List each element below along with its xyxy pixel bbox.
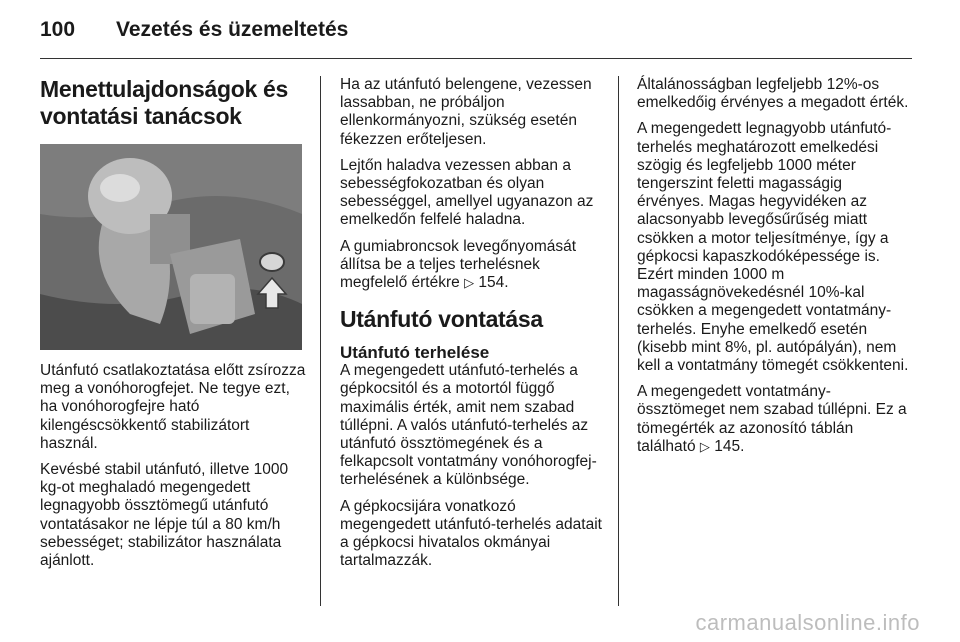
paragraph: A megengedett utánfutó-terhelés a gépkocsitól és a motortól függő maximális érték, amit nem szabad túllépni. A valós utánfutó-terhelés az utánfutó össztömegének és a felkapcsolt vontatmány vonóhorogfej-terhelésének a különbsége.	[340, 362, 597, 489]
paragraph-text: A gumiabroncsok levegőnyomását állítsa be a teljes terhelésnek megfelelő értékre	[340, 237, 577, 292]
column-divider	[320, 76, 321, 606]
section-heading: Utánfutó vontatása	[340, 306, 543, 333]
paragraph: A gépkocsijára vonatkozó megengedett utánfutó-terhelés adatait a gépkocsi hivatalos okmányai tartalmazzák.	[340, 497, 602, 570]
page-number: 100	[40, 18, 76, 41]
column-divider	[618, 76, 619, 606]
paragraph: Kevésbé stabil utánfutó, illetve 1000 kg-ot meghaladó megengedett legnagyobb össztömegű utánfutó vontatásakor ne lépje túl a 80 km/h sebességet; stabilizátor használata ajánlott.	[40, 461, 289, 570]
paragraph: Lejtőn haladva vezessen abban a sebességfokozatban és olyan sebességgel, amellyel ugyanazon az emelkedőn felfelé haladna.	[340, 156, 594, 229]
page-reference[interactable]: 154.	[478, 274, 509, 292]
column-2	[340, 76, 608, 578]
arrow-reference-icon: ▷	[464, 275, 475, 291]
section-title: Menettulajdonságok és vontatási tanácsok	[40, 76, 289, 129]
paragraph	[340, 238, 608, 293]
tow-hitch-illustration	[40, 144, 302, 350]
column-3	[637, 76, 912, 464]
column-1	[40, 76, 308, 578]
paragraph: Általánosságban legfeljebb 12%-os emelkedőig érvényes a megadott érték.	[637, 76, 909, 112]
tow-hitch-photo	[40, 144, 302, 350]
watermark: carmanualsonline.info	[695, 610, 920, 635]
chapter-title: Vezetés és üzemeltetés	[116, 18, 349, 41]
header-rule	[40, 58, 912, 59]
paragraph	[637, 383, 912, 456]
paragraph: Utánfutó csatlakoztatása előtt zsírozza meg a vonóhorogfejet. Ne tegye ezt, ha vonóhorogfejre ható kilengéscsökkentő stabilizátort használ.	[40, 362, 306, 452]
page-reference[interactable]: 145.	[714, 437, 745, 455]
paragraph: Ha az utánfutó belengene, vezessen lassabban, ne próbáljon ellenkormányozni, szükség esetén fékezzen erőteljesen.	[340, 76, 592, 148]
paragraph: A megengedett legnagyobb utánfutó-terhelés meghatározott emelkedési szögig és legfeljebb 1000 méter tengerszint feletti magasságig érvényes. Magas hegyvidéken az alacsonyabb levegősűrűség miatt csökken a motor teljesítménye, így a gépkocsi kapaszkodóképessége is. Ezért minden 1000 m magasságnövekedésnél 10%-kal csökken a megengedett vontatmány-terhelés. Enyhe emelkedő esetén (kisebb mint 8%, pl. autópályán), nem kell a vontatmány tömegét csökkenteni.	[637, 120, 909, 375]
subsection-heading: Utánfutó terhelése	[340, 343, 490, 363]
paragraph-text: A megengedett vontatmány-össztömeget nem szabad túllépni. Ez a tömegérték az azonosító táblán található	[637, 383, 907, 455]
arrow-reference-icon: ▷	[699, 438, 710, 454]
